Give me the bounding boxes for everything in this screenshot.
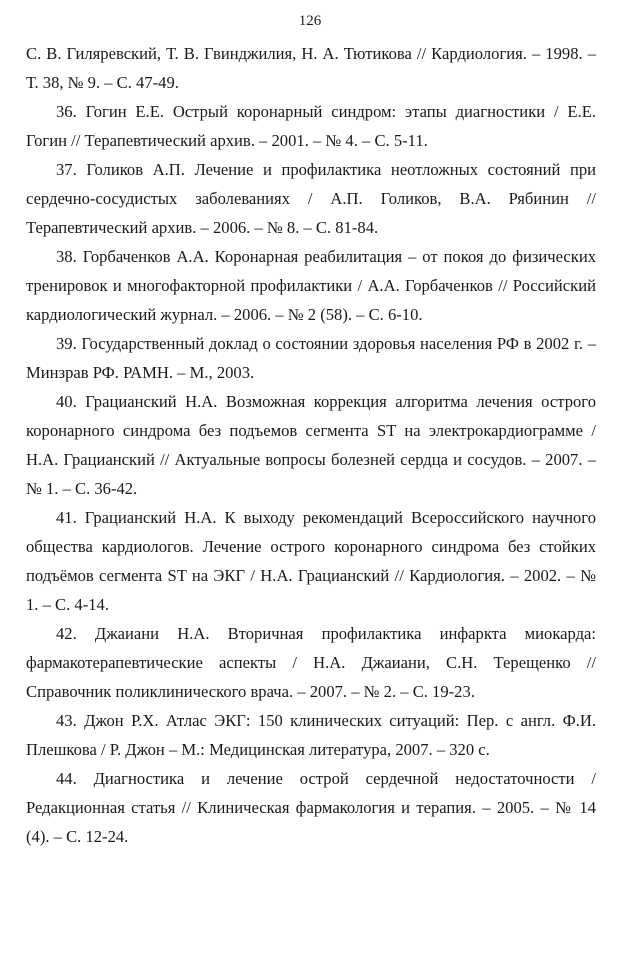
reference-item: 38. Горбаченков А.А. Коронарная реабилитация – от покоя до физических тренировок и многофакторной профилактики / А.А. Горбаченков // Российский кардиологический журнал. – 2006. – № 2 (58). – С. 6-10. [26,247,596,324]
reference-item: 37. Голиков А.П. Лечение и профилактика неотложных состояний при сердечно-сосудистых заболеваниях / А.П. Голиков, В.А. Рябинин // Терапевтический архив. – 2006. – № 8. – С. 81-84. [26,160,596,237]
reference-list [26,39,596,851]
reference-item: 36. Гогин Е.Е. Острый коронарный синдром: этапы диагностики / Е.Е. Гогин // Терапевтический архив. – 2001. – № 4. – С. 5-11. [26,102,596,150]
reference-item: 39. Государственный доклад о состоянии здоровья населения РФ в 2002 г. – Минзрав РФ. РАМН. – М., 2003. [26,334,596,382]
reference-item: 40. Грацианский Н.А. Возможная коррекция алгоритма лечения острого коронарного синдрома без подъемов сегмента ST на электрокардиограмме / Н.А. Грацианский // Актуальные вопросы болезней сердца и сосудов. – 2007. – № 1. – С. 36-42. [26,392,596,498]
reference-item: 44. Диагностика и лечение острой сердечной недостаточности / Редакционная статья // Клиническая фармакология и терапия. – 2005. – № 14 (4). – С. 12-24. [26,769,596,846]
reference-item: 43. Джон Р.Х. Атлас ЭКГ: 150 клинических ситуаций: Пер. с англ. Ф.И. Плешкова / Р. Джон – М.: Медицинская литература, 2007. – 320 с. [26,711,596,759]
reference-item: 41. Грацианский Н.А. К выходу рекомендаций Всероссийского научного общества кардиологов. Лечение острого коронарного синдрома без стойких подъёмов сегмента ST на ЭКГ / Н.А. Грацианский // Кардиология. – 2002. – № 1. – С. 4-14. [26,508,596,614]
reference-item: 42. Джаиани Н.А. Вторичная профилактика инфаркта миокарда: фармакотерапевтические аспекты / Н.А. Джаиани, С.Н. Терещенко // Справочник поликлинического врача. – 2007. – № 2. – С. 19-23. [26,624,596,701]
page-number: 126 [298,13,322,29]
reference-item: С. В. Гиляревский, Т. В. Гвинджилия, Н. А. Тютикова // Кардиология. – 1998. – Т. 38, № 9. – С. 47-49. [26,44,596,92]
